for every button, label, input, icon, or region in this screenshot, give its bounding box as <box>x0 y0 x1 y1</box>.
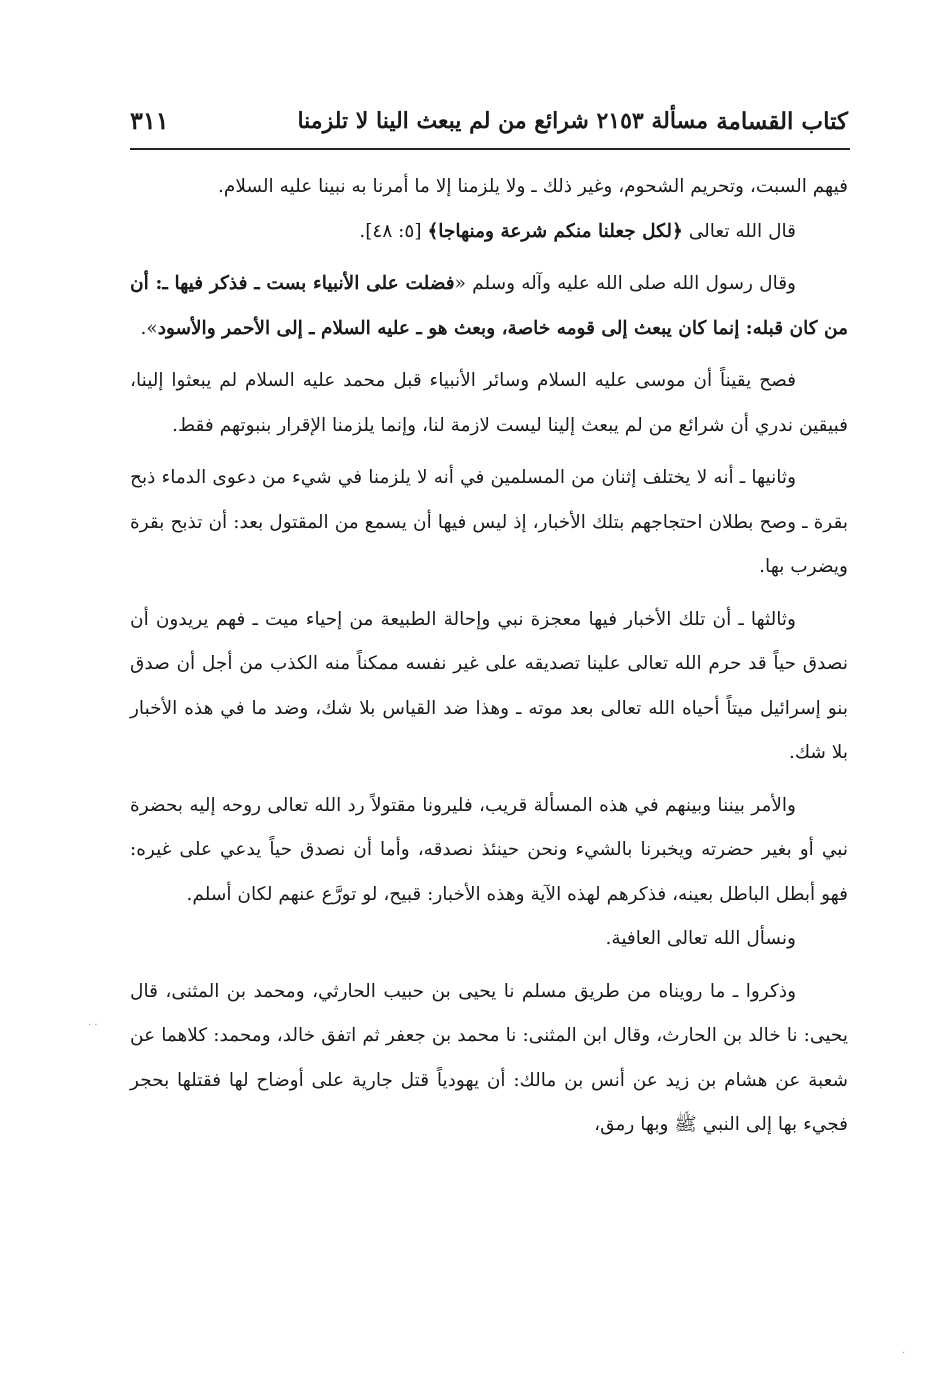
page-number: ٣١١ <box>130 106 169 135</box>
paragraph-text: وذكروا ـ ما رويناه من طريق مسلم نا يحيى بن حبيب الحارثي، ومحمد بن المثنى، قال يحيى: نا خالد بن الحارث، وقال ابن المثنى: نا محمد بن جعفر ثم اتفق خالد، ومحمد: كلاهما عن شعبة عن هشام بن زيد عن أنس بن مالك: أن يهودياً قتل جارية على أوضاح لها فقتلها بحجر فجيء بها إلى النبي ﷺ وبها رمق، <box>130 980 848 1135</box>
book-title: كتاب القسامة <box>716 108 848 135</box>
hadith-close: ». <box>140 317 158 339</box>
paragraph-second-point <box>130 456 848 590</box>
quran-verse: ﴿لكل جعلنا منكم شرعة ومنهاجا﴾ <box>427 220 683 242</box>
scan-speck: · · <box>88 1020 98 1031</box>
paragraph-continuation <box>130 165 848 210</box>
scan-speck: · <box>902 1348 906 1359</box>
paragraph-first-point <box>130 359 848 448</box>
verse-reference: [٥: ٤٨]. <box>359 220 428 242</box>
paragraph-text: والأمر بيننا وبينهم في هذه المسألة قريب، فليرونا مقتولاً رد الله تعالى روحه إليه بحضرة نبي أو بغير حضرته ويخبرنا بالشيء ونحن حينئذ نصدقه، وأما أن نصدق حياً يدعي على غيره: فهو أبطل الباطل بعينه، فذكرهم لهذه الآية وهذه الأخبار: قبيح، لو تورَّع عنهم لكان أسلم. <box>130 794 848 905</box>
paragraph-text: وثانيها ـ أنه لا يختلف إثنان من المسلمين في أنه لا يلزمنا في شيء من دعوى الدماء ذبح بقرة ـ وصح بطلان احتجاجهم بتلك الأخبار، إذ ليس فيها أن يسمع من المقتول بعد: أن تذبح بقرة ويضرب بها. <box>130 467 848 577</box>
hadith-text: فضلت على الأنبياء بست ـ فذكر فيها ـ: أن من كان قبله: إنما كان يبعث إلى قومه خاصة، وبعث هو ـ عليه السلام ـ إلى الأحمر والأسود <box>130 273 848 339</box>
page-body <box>130 165 848 1148</box>
hadith-intro: وقال رسول الله صلى الله عليه وآله وسلم « <box>454 273 796 294</box>
citation-intro: قال الله تعالى <box>682 220 796 242</box>
running-header <box>130 100 848 146</box>
paragraph-text: فيهم السبت، وتحريم الشحوم، وغير ذلك ـ ولا يلزمنا إلا ما أمرنا به نبينا عليه السلام. <box>218 176 848 197</box>
header-rule <box>130 148 850 150</box>
paragraph-argument <box>130 784 848 918</box>
paragraph-text: فصح يقيناً أن موسى عليه السلام وسائر الأنبياء قبل محمد عليه السلام لم يبعثوا إلينا، فبيقين ندري أن شرائع من لم يبعث إلينا ليست لازمة لنا، وإنما يلزمنا الإقرار بنبوتهم فقط. <box>130 370 848 436</box>
paragraph-supplication <box>130 917 848 962</box>
paragraph-third-point <box>130 598 848 776</box>
paragraph-narration <box>130 970 848 1148</box>
issue-title: مسألة ٢١٥٣ شرائع من لم يبعث الينا لا تلزمنا <box>297 108 708 134</box>
quran-citation-paragraph <box>130 210 848 255</box>
hadith-paragraph <box>130 262 848 351</box>
paragraph-text: ونسأل الله تعالى العافية. <box>605 928 796 949</box>
paragraph-text: وثالثها ـ أن تلك الأخبار فيها معجزة نبي وإحالة الطبيعة من إحياء ميت ـ فهم يريدون أن نصدق حياً قد حرم الله تعالى علينا تصديقه على غير نفسه ممكناً منه الكذب من أجل أن صدق بنو إسرائيل ميتاً أحياه الله تعالى بعد موته ـ وهذا ضد القياس بلا شك، وضد ما في هذه الأخبار بلا شك. <box>130 608 848 763</box>
